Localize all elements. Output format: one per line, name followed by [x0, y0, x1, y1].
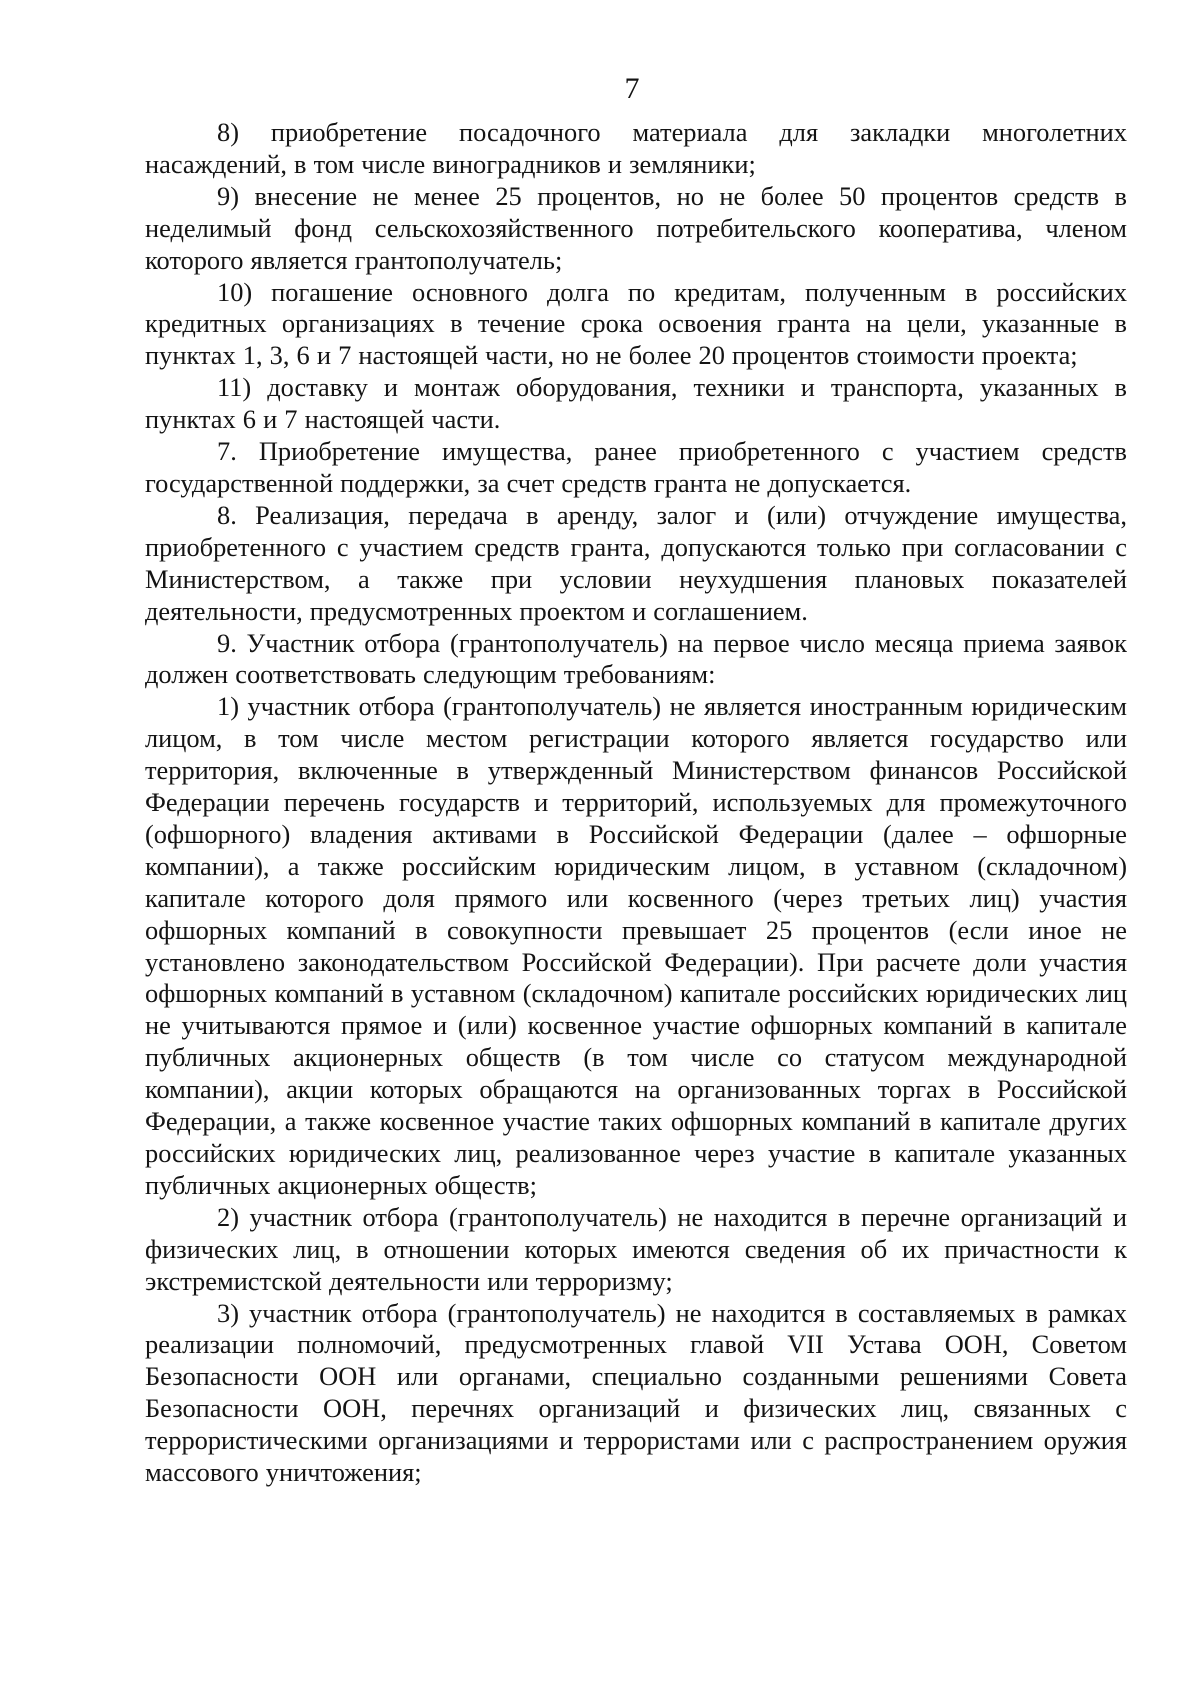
document-body [145, 117, 1127, 1489]
paragraph-section-7: 7. Приобретение имущества, ранее приобретенного с участием средств государственной поддержки, за счет средств гранта не допускается. [145, 436, 1127, 498]
paragraph-item-10: 10) погашение основного долга по кредитам, полученным в российских кредитных организациях в течение срока освоения гранта на цели, указанные в пунктах 1, 3, 6 и 7 настоящей части, но не более 20 процентов стоимости проекта; [145, 276, 1127, 371]
paragraph-section-8: 8. Реализация, передача в аренду, залог и (или) отчуждение имущества, приобретенного с участием средств гранта, допускаются только при согласовании с Министерством, а также при условии неухудшения плановых показателей деятельности, предусмотренных проектом и соглашением. [145, 499, 1127, 626]
paragraph-item-11: 11) доставку и монтаж оборудования, техники и транспорта, указанных в пунктах 6 и 7 настоящей части. [145, 372, 1127, 435]
paragraph-section-9: 9. Участник отбора (грантополучатель) на первое число месяца приема заявок должен соответствовать следующим требованиям: [145, 627, 1127, 690]
paragraph-item-9: 9) внесение не менее 25 процентов, но не более 50 процентов средств в неделимый фонд сельскохозяйственного потребительского кооператива, членом которого является грантополучатель; [145, 180, 1127, 275]
paragraph-requirement-2: 2) участник отбора (грантополучатель) не находится в перечне организаций и физических лиц, в отношении которых имеются сведения об их причастности к экстремистской деятельности или терроризму; [145, 1201, 1127, 1296]
paragraph-requirement-1: 1) участник отбора (грантополучатель) не является иностранным юридическим лицом, в том числе местом регистрации которого является государство или территория, включенные в утвержденный Министерством финансов Российской Федерации перечень государств и территорий, используемых для промежуточного (офшорного) владения активами в Российской Федерации (далее – офшорные компании), а также российским юридическим лицом, в уставном (складочном) капитале которого доля прямого или косвенного (через третьих лиц) участия офшорных компаний в совокупности превышает 25 процентов (если иное не установлено законодательством Российской Федерации). При расчете доли участия офшорных компаний в уставном (складочном) капитале российских юридических лиц не учитываются прямое и (или) косвенное участие офшорных компаний в капитале публичных акционерных обществ (в том числе со статусом международной компании), акции которых обращаются на организованных торгах в Российской Федерации, а также косвенное участие таких офшорных компаний в капитале других российских юридических лиц, реализованное через участие в капитале указанных публичных акционерных обществ; [145, 691, 1127, 1200]
paragraph-item-8: 8) приобретение посадочного материала для закладки многолетних насаждений, в том числе виноградников и земляники; [145, 117, 1127, 179]
page-number: 7 [624, 72, 640, 105]
paragraph-requirement-3: 3) участник отбора (грантополучатель) не находится в составляемых в рамках реализации полномочий, предусмотренных главой VII Устава ООН, Советом Безопасности ООН или органами, специально созданными решениями Совета Безопасности ООН, перечнях организаций и физических лиц, связанных с террористическими организациями и террористами или с распространением оружия массового уничтожения; [145, 1297, 1127, 1488]
